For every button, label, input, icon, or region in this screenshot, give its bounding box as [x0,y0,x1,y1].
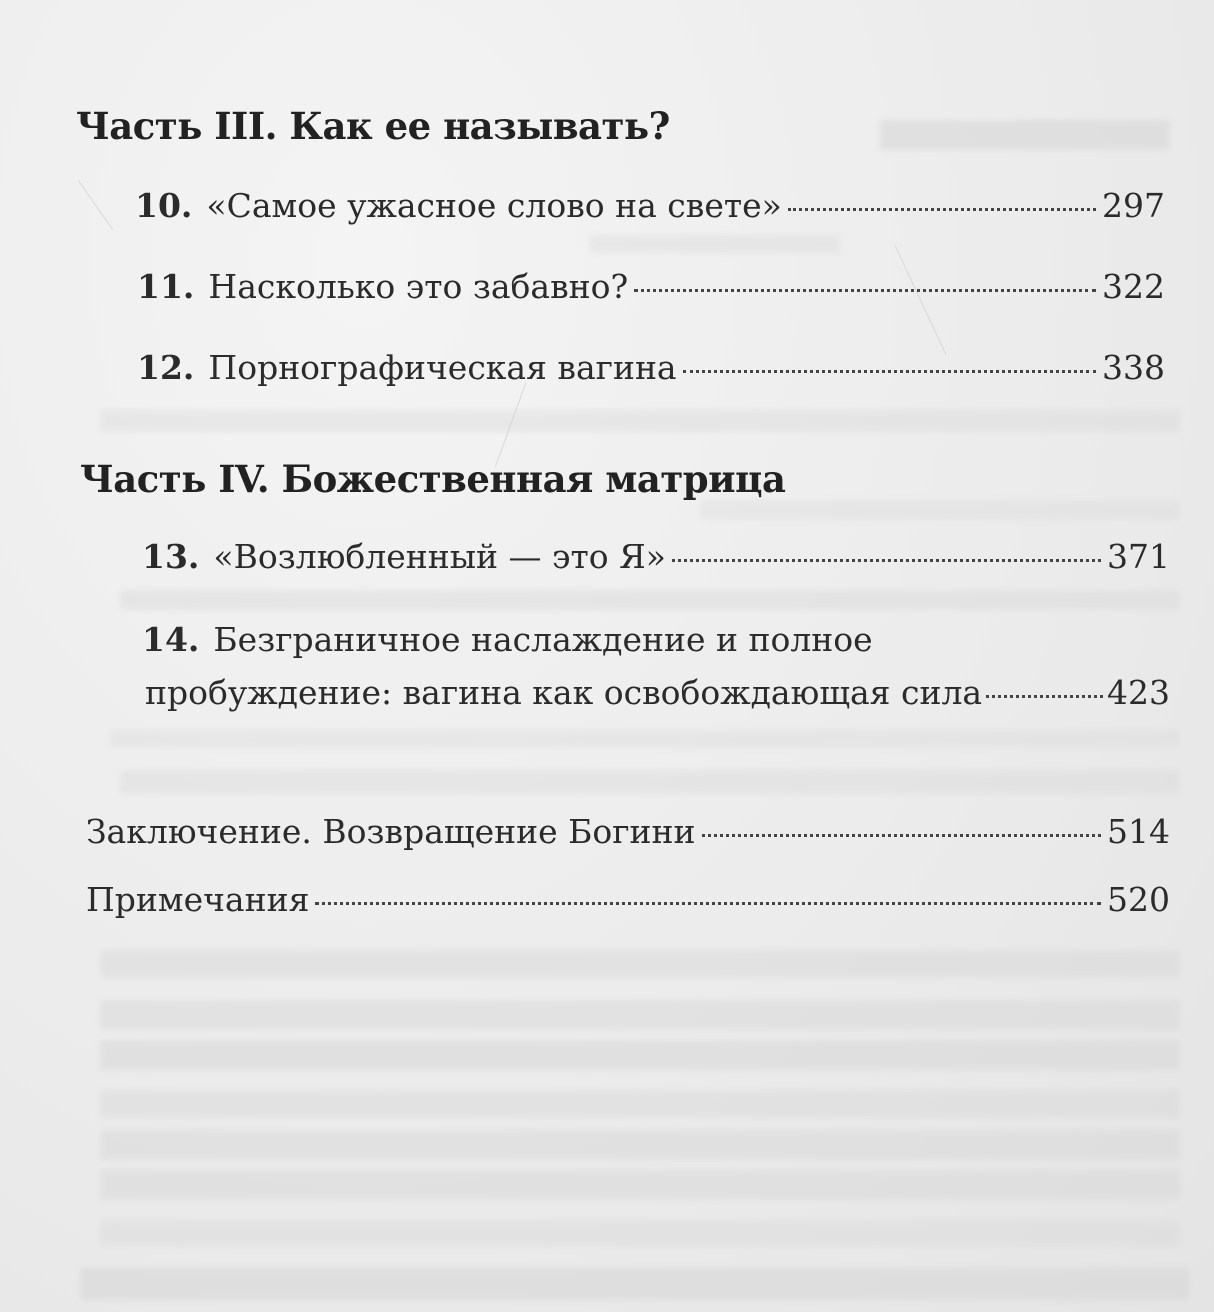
chapter-title-line-2: пробуждение: вагина как освобождающая сила [145,673,983,712]
bleed-through-mark [100,1000,1180,1030]
page-number: 514 [1107,812,1170,851]
toc-entry[interactable] [137,267,1165,306]
bleed-through-mark [880,120,1170,150]
bleed-through-mark [100,1040,1180,1070]
bleed-through-mark [80,1268,1190,1300]
dot-leader [683,370,1096,373]
page-number: 322 [1102,267,1165,306]
section-title: Заключение. Возвращение Богини [86,812,696,851]
bleed-through-mark [100,1220,1180,1246]
bleed-through-mark [100,1090,1180,1118]
part-title: Часть IV. Божественная матрица [80,457,786,501]
toc-entry[interactable] [86,812,1170,851]
toc-entry[interactable] [142,620,1170,659]
chapter-title: «Самое ужасное слово на свете» [206,186,782,225]
page-number: 371 [1107,537,1170,576]
bleed-through-mark [120,590,1180,610]
toc-entry[interactable] [135,186,1165,225]
page-number: 520 [1107,880,1170,919]
section-title: Примечания [86,880,310,919]
bleed-through-mark [100,410,1180,432]
dot-leader [986,695,1103,698]
chapter-title: «Возлюбленный — это Я» [213,537,666,576]
bleed-through-mark [100,1170,1180,1200]
dot-leader [788,208,1096,211]
toc-entry[interactable] [142,537,1170,576]
bleed-through-mark [590,235,840,253]
dot-leader [702,834,1101,837]
bleed-through-mark [110,730,1180,748]
paper-crease [78,180,113,230]
toc-entry[interactable] [137,348,1165,387]
bleed-through-mark [100,950,1180,978]
chapter-number: 14. [142,620,200,659]
bleed-through-mark [120,770,1180,794]
chapter-number: 11. [137,267,195,306]
dot-leader [672,559,1101,562]
bleed-through-mark [700,500,1180,520]
chapter-title: Порнографическая вагина [208,348,677,387]
chapter-number: 10. [135,186,193,225]
chapter-title: Насколько это забавно? [208,267,629,306]
toc-entry[interactable] [86,880,1170,919]
chapter-number: 12. [137,348,195,387]
part-title: Часть III. Как ее называть? [76,104,670,148]
bleed-through-mark [100,1130,1180,1160]
chapter-title-line-1: Безграничное наслаждение и полное [213,620,873,659]
toc-entry-continuation[interactable] [145,673,1170,712]
dot-leader [634,289,1096,292]
page-number: 338 [1102,348,1165,387]
page-number: 297 [1102,186,1165,225]
chapter-number: 13. [142,537,200,576]
dot-leader [315,902,1101,905]
page-number: 423 [1107,673,1170,712]
